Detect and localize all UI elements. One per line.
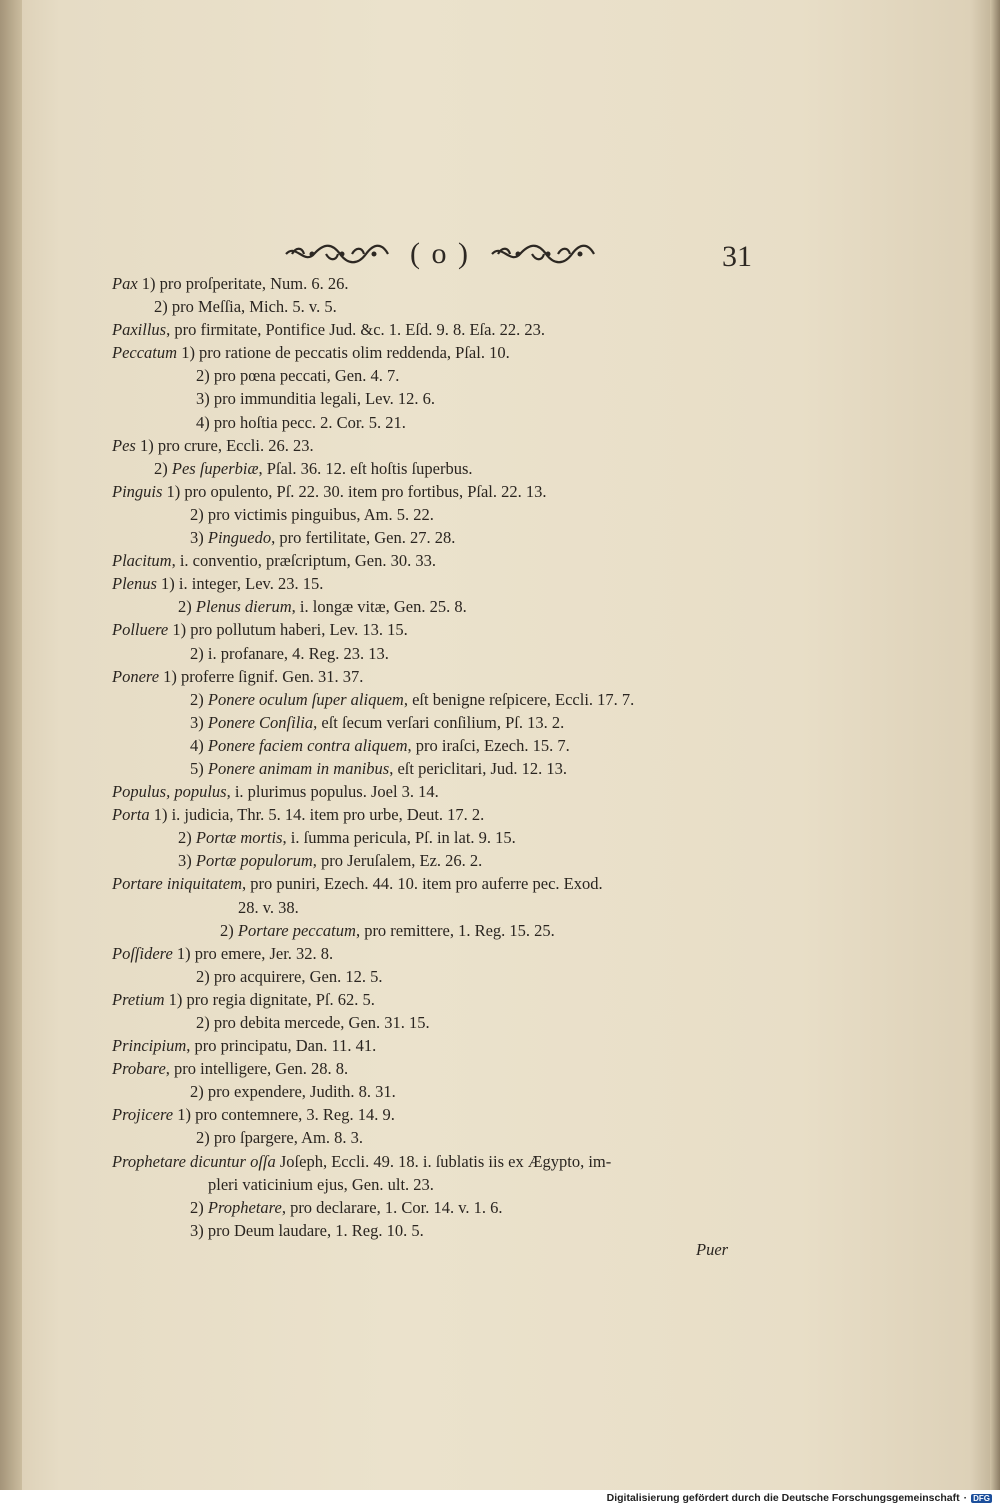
entry-text: 2) bbox=[220, 920, 238, 940]
entry-headword: Principium bbox=[112, 1036, 187, 1056]
entry-line bbox=[112, 734, 772, 757]
entry-subheadword: Portare peccatum bbox=[237, 920, 356, 940]
dictionary-entries bbox=[112, 272, 772, 1242]
entry-line bbox=[112, 1126, 772, 1149]
entry-text: 1) pro emere, Jer. 32. 8. bbox=[172, 943, 334, 963]
entry-text: , pro intelligere, Gen. 28. 8. bbox=[165, 1059, 349, 1079]
entry-headword: Portare iniquitatem bbox=[112, 874, 243, 894]
entry-text: 2) bbox=[178, 828, 196, 848]
entry-text: 1) pro regia dignitate, Pſ. 62. 5. bbox=[164, 989, 375, 1009]
entry-text: 2) pro debita mercede, Gen. 31. 15. bbox=[196, 1013, 430, 1032]
entry-line bbox=[112, 318, 772, 341]
entry-headword: Polluere bbox=[112, 620, 169, 640]
footer-text: Digitalisierung gefördert durch die Deutsche Forschungsgemeinschaft bbox=[606, 1492, 960, 1504]
entry-line bbox=[112, 480, 772, 503]
entry-line bbox=[112, 1150, 772, 1173]
entry-line bbox=[112, 434, 772, 457]
entry-headword: Poſſidere bbox=[112, 943, 173, 963]
entry-text: , pro puniri, Ezech. 44. 10. item pro auferre pec. Exod. bbox=[242, 874, 603, 894]
left-ornament-icon bbox=[282, 241, 392, 267]
entry-line bbox=[112, 780, 772, 803]
entry-text: , pro iraſci, Ezech. 15. 7. bbox=[407, 735, 570, 755]
entry-text: , i. plurimus populus. Joel 3. 14. bbox=[226, 782, 439, 802]
entry-text: , pro principatu, Dan. 11. 41. bbox=[186, 1036, 377, 1056]
entry-subheadword: Ponere oculum ſuper aliquem bbox=[207, 689, 404, 709]
entry-headword: Porta bbox=[112, 805, 150, 825]
entry-line bbox=[112, 988, 772, 1011]
entry-subheadword: Pes ſuperbiæ bbox=[171, 458, 259, 478]
entry-headword: Pes bbox=[112, 435, 136, 455]
entry-text: 2) bbox=[190, 1197, 208, 1217]
catchword: Puer bbox=[696, 1240, 729, 1259]
page-header bbox=[270, 234, 610, 274]
entry-text: , i. ſumma pericula, Pſ. in lat. 9. 15. bbox=[282, 828, 516, 848]
entry-text: 5) bbox=[190, 758, 208, 778]
entry-subheadword: Portæ mortis bbox=[195, 828, 283, 848]
entry-line bbox=[112, 457, 772, 480]
entry-line bbox=[112, 965, 772, 988]
entry-headword: Prophetare dicuntur oſſa bbox=[112, 1151, 276, 1171]
header-marker: ( o ) bbox=[410, 237, 470, 270]
entry-line bbox=[112, 1057, 772, 1080]
entry-text: 28. v. 38. bbox=[238, 897, 299, 917]
entry-text: , pro declarare, 1. Cor. 14. v. 1. 6. bbox=[281, 1197, 503, 1217]
entry-line bbox=[112, 387, 772, 410]
entry-line bbox=[112, 849, 772, 872]
entry-text: pleri vaticinium ejus, Gen. ult. 23. bbox=[208, 1174, 434, 1194]
entry-text: 2) pro pœna peccati, Gen. 4. 7. bbox=[196, 366, 400, 386]
entry-text: , pro firmitate, Pontifice Jud. &c. 1. Eſd. 9. 8. Eſa. 22. 23. bbox=[166, 320, 546, 340]
dfg-logo: DFG bbox=[973, 1493, 990, 1503]
entry-headword: Pax bbox=[112, 274, 138, 293]
entry-headword: Pinguis bbox=[112, 481, 163, 501]
entry-headword: Probare bbox=[112, 1059, 166, 1079]
page-binding bbox=[0, 0, 22, 1490]
entry-line bbox=[112, 618, 772, 641]
entry-text: 2) bbox=[190, 689, 208, 709]
entry-line bbox=[112, 665, 772, 688]
entry-line bbox=[112, 341, 772, 364]
entry-headword: Plenus bbox=[112, 574, 157, 594]
page-edge bbox=[990, 0, 1000, 1490]
entry-headword: Peccatum bbox=[112, 343, 178, 363]
entry-subheadword: Portæ populorum bbox=[195, 851, 313, 871]
entry-line bbox=[112, 595, 772, 618]
entry-headword: Paxillus bbox=[112, 320, 167, 340]
entry-text: 1) pro opulento, Pſ. 22. 30. item pro fortibus, Pſal. 22. 13. bbox=[162, 481, 547, 501]
entry-headword: Placitum bbox=[112, 551, 172, 571]
entry-line bbox=[112, 711, 772, 734]
entry-line bbox=[112, 942, 772, 965]
entry-line bbox=[112, 1173, 772, 1196]
entry-text: 3) bbox=[178, 851, 196, 871]
entry-line bbox=[112, 1011, 772, 1034]
entry-subheadword: Ponere Conſilia bbox=[207, 712, 314, 732]
entry-line bbox=[112, 919, 772, 942]
entry-line bbox=[112, 549, 772, 572]
entry-text: 2) pro Meſſia, Mich. 5. v. 5. bbox=[154, 297, 337, 317]
entry-text: , i. longæ vitæ, Gen. 25. 8. bbox=[291, 597, 467, 617]
entry-line bbox=[112, 411, 772, 434]
entry-text: , eſt ſecum verſari conſilium, Pſ. 13. 2. bbox=[313, 712, 565, 732]
entry-line bbox=[112, 272, 772, 295]
entry-text: , pro Jeruſalem, Ez. 26. 2. bbox=[312, 851, 483, 871]
entry-text: 2) pro acquirere, Gen. 12. 5. bbox=[196, 966, 383, 986]
entry-text: 1) proferre ſignif. Gen. 31. 37. bbox=[159, 666, 364, 686]
entry-text: 3) bbox=[190, 712, 208, 732]
entry-line bbox=[112, 803, 772, 826]
entry-text: 2) bbox=[154, 458, 172, 478]
entry-subheadword: Ponere faciem contra aliquem bbox=[207, 735, 408, 755]
page-number: 31 bbox=[722, 240, 752, 273]
entry-text: 2) pro victimis pinguibus, Am. 5. 22. bbox=[190, 504, 434, 524]
entry-subheadword: Prophetare bbox=[207, 1197, 282, 1217]
entry-text: 1) pro contemnere, 3. Reg. 14. 9. bbox=[173, 1105, 395, 1125]
entry-text: 4) pro hoſtia pecc. 2. Cor. 5. 21. bbox=[196, 412, 406, 432]
entry-text: 1) pro proſperitate, Num. 6. 26. bbox=[137, 274, 349, 293]
entry-text: , eſt periclitari, Jud. 12. 13. bbox=[389, 758, 568, 778]
entry-line bbox=[112, 826, 772, 849]
entry-line bbox=[112, 642, 772, 665]
entry-text: 1) i. judicia, Thr. 5. 14. item pro urbe, Deut. 17. 2. bbox=[149, 805, 485, 825]
entry-text: Joſeph, Eccli. 49. 18. i. ſublatis iis ex Ægypto, im- bbox=[275, 1151, 612, 1171]
entry-text: 4) bbox=[190, 735, 208, 755]
entry-line bbox=[112, 688, 772, 711]
entry-line bbox=[112, 295, 772, 318]
entry-text: , pro remittere, 1. Reg. 15. 25. bbox=[355, 920, 555, 940]
entry-text: 1) pro crure, Eccli. 26. 23. bbox=[135, 435, 314, 455]
entry-subheadword: Ponere animam in manibus bbox=[207, 758, 390, 778]
entry-text: 3) pro immunditia legali, Lev. 12. 6. bbox=[196, 389, 436, 409]
entry-text: 3) pro Deum laudare, 1. Reg. 10. 5. bbox=[190, 1220, 424, 1240]
entry-subheadword: Pinguedo bbox=[207, 528, 272, 548]
entry-headword: Pretium bbox=[112, 989, 165, 1009]
entry-headword: Ponere bbox=[112, 666, 160, 686]
entry-text: 1) pro pollutum haberi, Lev. 13. 15. bbox=[168, 620, 408, 640]
entry-headword: Populus, populus bbox=[112, 782, 227, 802]
right-ornament-icon bbox=[488, 241, 598, 267]
entry-line bbox=[112, 757, 772, 780]
entry-text: 1) i. integer, Lev. 23. 15. bbox=[156, 574, 324, 594]
entry-line bbox=[112, 526, 772, 549]
entry-headword: Projicere bbox=[112, 1105, 174, 1125]
entry-text: , pro fertilitate, Gen. 27. 28. bbox=[271, 528, 456, 548]
entry-subheadword: Plenus dierum bbox=[195, 597, 292, 617]
entry-line bbox=[112, 503, 772, 526]
entry-line bbox=[112, 1219, 772, 1242]
entry-line bbox=[112, 1034, 772, 1057]
entry-text: , Pſal. 36. 12. eſt hoſtis ſuperbus. bbox=[258, 458, 473, 478]
entry-text: , eſt benigne reſpicere, Eccli. 17. 7. bbox=[403, 689, 635, 709]
entry-line bbox=[112, 1196, 772, 1219]
entry-line bbox=[112, 572, 772, 595]
entry-text: 2) i. profanare, 4. Reg. 23. 13. bbox=[190, 643, 389, 663]
entry-text: 2) pro ſpargere, Am. 8. 3. bbox=[196, 1128, 363, 1148]
entry-line bbox=[112, 364, 772, 387]
entry-text: , i. conventio, præſcriptum, Gen. 30. 33. bbox=[171, 551, 436, 571]
entry-line bbox=[112, 1080, 772, 1103]
entry-line bbox=[112, 896, 772, 919]
digitization-footer: Digitalisierung gefördert durch die Deutsche Forschungsgemeinschaft · DFG bbox=[0, 1490, 1000, 1506]
entry-text: 2) pro expendere, Judith. 8. 31. bbox=[190, 1082, 396, 1102]
entry-text: 3) bbox=[190, 528, 208, 548]
entry-text: 1) pro ratione de peccatis olim reddenda, Pſal. 10. bbox=[177, 343, 510, 363]
entry-line bbox=[112, 1103, 772, 1126]
entry-line bbox=[112, 872, 772, 895]
entry-text: 2) bbox=[178, 597, 196, 617]
